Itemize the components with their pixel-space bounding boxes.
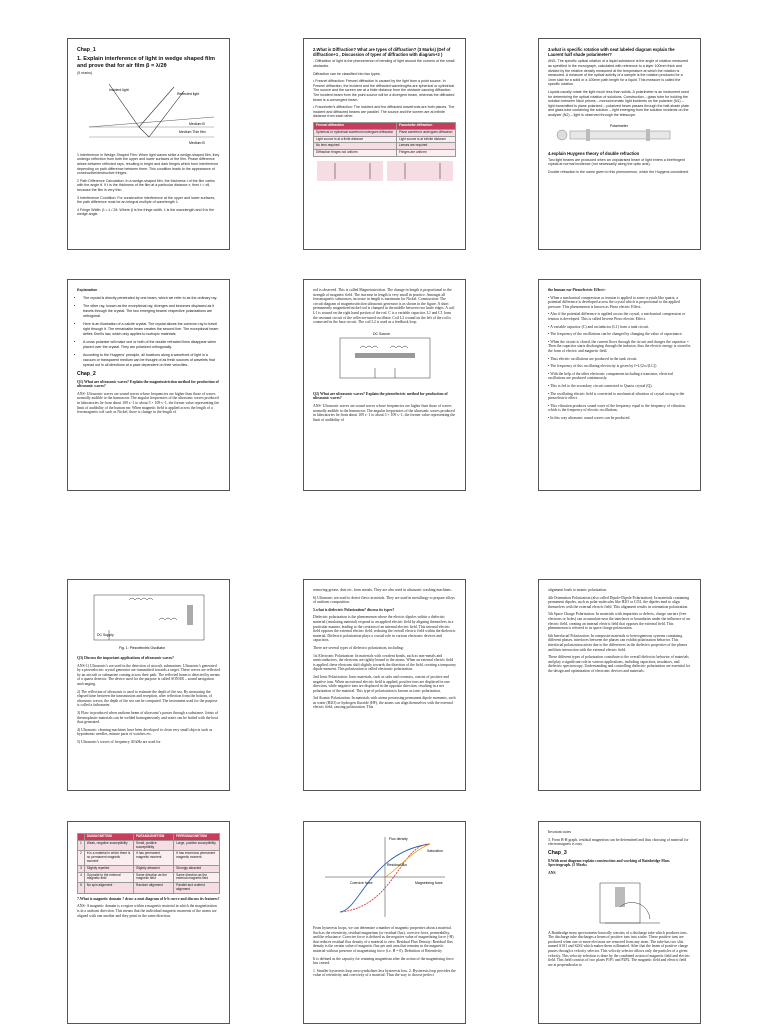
paragraph: 1. Smaller hysteresis loop area symbolizes less hysteresis loss. 2. Hysteresis loop provides the value of retentivity and coercivity of a material. Thus the way to choose perfect (313, 968, 456, 978)
paragraph: • With the help of the other electronic components including a transistor, electrical oscillations are produced continuously. (548, 371, 674, 381)
page-2-question: 2.What is Diffraction? What are types of diffraction? (3 Marks) (Def of diffraction+1 , Discussion of types of diffraction with diagram+2 ) (313, 47, 451, 58)
table-header: Fraunhofer diffraction (396, 122, 455, 129)
dc-source-label: DC Source (372, 331, 390, 336)
polarimeter-diagram (550, 121, 690, 147)
paragraph: ANS- Ultrasonic waves are sound waves whose frequencies are higher than those of waves normally audible to the human ear. The angular frequencies of the ultrasonic waves produced in laboratories lie from about 109 s−1 to about 3 × 109 s−1, the former value representing the limit of audibility of the human ear. When magnetic field is applied across the length of a ferromagnetic rod such as Nickel, there is change in the length of (77, 391, 220, 415)
page-1 (67, 38, 230, 250)
paragraph: Q3) Discuss the important applications of ultrasonic waves? (77, 656, 174, 660)
page-6 (538, 279, 701, 491)
paragraph: ANS-1) Ultrasonic's are used in the detection of aircraft, submarines. Ultrasonic's generated by a piezoelectric crystal generator are transmitted towards a target. These waves are reflected by an aircraft or submarine coming across their path. The reflected beam is detected by means of a quartz detector. The device used for the purpose is called SONAR – sound navigation and ranging. (77, 663, 221, 686)
page-12-question: 8.With neat diagram explain construction and working of Bainbridge Mass Spectrograph. (5 Marks (548, 858, 670, 868)
paragraph: • Also if the potential difference is applied across the crystal, a mechanical compression or tension is developed. This is called Inverse Piezo electric Effect. (548, 312, 686, 321)
table-row: 1 Weak, negative susceptibility Small, positive susceptibility Large, positive susceptibility (78, 840, 220, 851)
page-1-marks: (5 marks) (77, 71, 93, 76)
page-1-heading: Chap_1 (77, 47, 96, 53)
paragraph: 4th Orientation Polarization (also called Dipole-Dipole Polarization): In materials containing permanent dipoles, such as polar molecules like H2O or CO2, the dipoles tend to align themselves with the external electric field. This alignment results in orientation polarization. (548, 595, 690, 609)
table-row: Diffraction fringes not uniform Fringes are uniform (314, 150, 456, 157)
paragraph: 4 Fringe Width: β = λ / 2θ. Where β is the fringe width, λ is the wavelength and θ is the wedge angle. (77, 207, 215, 217)
list-item: • The crystal is directly penetrated by one beam, which we refer to as the ordinary ray. (83, 296, 220, 301)
wedge-film-diagram (79, 79, 219, 149)
paragraph: These different types of polarization contribute to the overall dielectric behavior of materials and play a significant role in various applications, including capacitors, insulators, and dielectric spectroscopy. Understanding and controlling dielectric polarization are essential for the design and optimization of electronic devices and materials. (548, 655, 691, 673)
page-5 (303, 279, 466, 491)
magnetostriction-circuit-diagram (315, 328, 455, 388)
fig-label-reflected: Reflected light (176, 91, 199, 96)
piezoelectric-oscillator-diagram (79, 590, 219, 652)
paragraph: alignment leads to atomic polarization. (548, 588, 608, 592)
paragraph: Invariant states (548, 830, 572, 834)
paragraph: • When a mechanical compression or tension is applied to some crystals like quartz, a potential difference is developed across the crystal which is proportional to the applied pressure. This phenomenon is known as Piezo electric Effect. (548, 295, 680, 309)
bullet-list (77, 296, 220, 368)
table-row: 3 Slightly repelled Slightly attracted Strongly attracted (78, 865, 220, 872)
paragraph: • The frequency of the oscillations can be changed by changing the value of capacitance. (548, 332, 683, 337)
paragraph: • In this way ultrasonic sound waves can be produced. (548, 415, 631, 420)
page-4-heading: Explanation (77, 288, 98, 292)
paragraph: • The oscillating electric field is converted to mechanical vibration of crystal owing to the piezoelectric effect. (548, 391, 685, 401)
table-row: 4 Opposite to the external magnetic field Same direction as the magnetic field Same direction as the external magnetic field (78, 872, 220, 883)
table-row: Light source is at a finite distance Light source is at infinite distance (314, 136, 456, 143)
chapter-heading: Chap_3 (548, 849, 567, 856)
polarimeter-label: Polarimeter (609, 123, 628, 128)
diffraction-diagram (315, 160, 455, 182)
paragraph: removing grease, dust etc. from metals. They are also used in ultrasonic washing machines. (313, 588, 452, 592)
paragraph: It is defined as the capacity for retaining magnetism after the action of the magnetizing force has ceased. (313, 956, 454, 966)
list-item: • The other ray, known as the exceptional ray, diverges and becomes displaced as it travels through the crystal. The two emerging beams' respective polarizations are orthogonal. (83, 304, 220, 319)
fig-label-coercive: Coercive force (349, 881, 373, 885)
mass-spectrograph-diagram (550, 879, 690, 927)
page-2 (303, 38, 466, 250)
fig-label-medium-top: Medium B (188, 121, 205, 126)
paragraph: 1 Interference in Wedge-Shaped Film: When light waves strike a wedge-shaped film, they undergo reflection from both the upper and lower surfaces of the film. Phase difference arises between reflected rays, resulting in bright and dark fringes which form interference depending on path difference between them. This condition leads to the appearance of constructive/destructive fringes. (77, 152, 220, 176)
paragraph: 2) The reflection of ultrasonic is used to estimate the depth of the sea. By measuring the elapsed time between the transmission and reception, after reflection from the bottom, of ultrasonic waves, the depth of the sea can be computed. The instrument used for the purpose is called a fathometer. (77, 689, 218, 708)
paragraph: ANS- A magnetic domain is a region within a magnetic material in which the magnetization is in a uniform direction. This means that the individual magnetic moments of the atoms are aligned with one another and they point in the same direction. (77, 904, 217, 918)
paragraph: 5th Space Charge Polarization: In materials with impurities or defects, charge carriers (free electrons or holes) can accumulate near the interfaces or boundaries under the influence of an electric field, creating an internal electric field that opposes the external field. This phenomenon is referred to as space charge polarization. (548, 612, 690, 631)
paragraph: 5.what is dielectric Polarization? discuss its types? (313, 607, 395, 612)
paragraph: • When the circuit is closed, the current flows through the circuit and charges the capacitor. • Then the capacitor starts discharging through the inductor, thus the electric energy is stored in the form of electric and magnetic field. (548, 339, 691, 353)
paragraph: - Diffraction of light is the phenomenon of bending of light around the corners of the small obstacles. (313, 59, 455, 68)
paragraph: • The frequency of this oscillating electricity is given by f=1/(2π√(LC)) (548, 364, 657, 369)
bh-curve-diagram (315, 832, 455, 922)
paragraph: Diffraction can be classified into two types. (313, 71, 381, 76)
page-3 (538, 38, 701, 250)
paragraph: • This vibration produces sound wave of the frequency equal to the frequency of vibration, which is the frequency of electric oscillations. (548, 403, 686, 413)
page-5-question: Q2) What are ultrasonic waves? Explain the piezoelectric method for production of ultrasonic waves? (313, 391, 448, 401)
paragraph: 4) Ultrasonic cleaning machines have been developed to clean very small objects such as hypodermic needles, minute parts of watches etc. (77, 727, 213, 737)
paragraph: ANS- The specific optical rotation of a liquid substance is the angle of rotation measured as specified in the monograph, calculated with reference to a layer 100mm thick and divided by the relative density measured at the temperature at which the rotation is measured. A measure of the optical activity of a sample is the rotation produced for a 1mm slab for a solid or a 100mm path length for a liquid. This measure is called the specific rotation. (548, 59, 689, 87)
magnetism-comparison-table: DIAMAGNETISM PARAMAGNETISM FERROMAGNETISM 1 Weak, negative susceptibility Small, positive susceptibility Large, positive susceptibility 2 It is a material in which there is no permanent magnetic moment It has permanent magnetic moment It has enormous permanent magnetic moment 3 Slightly repelled Slightly attracted Strongly attracted 4 Opposite to the external magnetic field Same direction as the magnetic field Same direction as the external magnetic field 5 No spin alignment Random alignment Parallel and ordered alignment (77, 833, 220, 894)
paragraph: A Bainbridge mass spectrometer basically consists of a discharge tube which produces ions. The discharge tube discharges a beam of positive ions into a tube. These positive ions are produced when one or more electrons are removed from any atom. The tube has two slits named S1S1 and S2S2 which makes them collimated. After that the beam of positive charge passes through a velocity selector. This velocity selector allows only the particles of a given velocity. This velocity selection is done by the combined action of magnetic field and electric field. This field consists of two plates P1P1 and P2P2. The magnetic field and electric field are at perpendicular to (548, 930, 690, 967)
paragraph: 3) Flaw in produced when uniform beam of ultrasonic's passes through a substance. Joints of thermoplastic materials can be welded homogeneously and water can be boiled with the heat thus generated. (77, 710, 219, 725)
paragraph: 6th Interfacial Polarization: In composite materials or heterogeneous systems containing different phases, interfaces between the phases can exhibit polarization behavior. This interfacial polarization arises due to the differences in the dielectric properties of the phases and their interaction with the external electric field. (548, 633, 688, 652)
paragraph: • This is fed to the secondary circuit connected to Quartz crystal (Q). (548, 383, 653, 388)
table-row: Spherical or cylindrical wavefront undergoes diffraction Plane wavefront undergoes diffraction (314, 129, 456, 136)
fig-label-incident: Incident light (108, 87, 129, 92)
page-3-question-2: 4.explain Huygens theory of double refraction (548, 150, 640, 156)
dc-supply-label: DC Supply (96, 633, 114, 637)
fig-label-saturation: Saturation (426, 849, 443, 853)
paragraph: 2nd Ionic Polarization: Ionic materials, such as salts and ceramics, consist of positive and negative ions. When an external electric field is applied, positive ions are displaced in one direction, while negative ions are displaced in the opposite direction, resulting in a net polarization of the material. This type of polarization is known as ionic polarization. (313, 674, 450, 693)
page-10 (67, 821, 230, 1024)
table-header: Fresnel diffraction (314, 122, 397, 129)
paragraph: • A variable capacitor (C) and an inductor (L1) form a tank circuit. (548, 324, 649, 329)
paragraph: • Fresnel diffraction: Fresnel diffraction is caused by the light from a point source. In Fresnel diffraction, the incident and the diffracted wavelengths are spherical or cylindrical. The source and the screen are at a finite distance from the obstacle causing diffraction. The incident beam from the point source will be a divergent beam, whereas the diffracted beam is a convergent beam. (313, 79, 456, 102)
paragraph: • Thus electric oscillations are produced in the tank circuit. (548, 356, 638, 361)
paragraph: 3. From B-H graph, residual magnetism can be determined and thus choosing of material for electromagnets is easy. (548, 837, 689, 847)
page-4-question: Q1) What are ultrasonic waves? Explain the magnetostriction method for production of ultrasonic waves? (77, 379, 219, 389)
fig-label-h: Magnetizing force (414, 881, 443, 885)
table-row: 5 No spin alignment Random alignment Parallel and ordered alignment (78, 883, 220, 894)
list-item: • A cross polarizer will make one or both of the double refracted lines disappear when placed over the crystal. They are polarized orthogonally. (83, 340, 220, 350)
page-1-question: 1. Explain interference of light in wedge shaped film and prove that for air film β = λ/2θ (77, 56, 216, 69)
page-8 (303, 579, 466, 791)
list-item: • Here is an illustration of a calcite crystal. The crystal allows the common ray to travel right through it. The remarkable beam creates the second line. The exceptional beam defies Snell's law, which only applies to isotropic materials. (83, 322, 220, 337)
fig-caption: Fig. 1: Piezoelectric Oscillator (118, 646, 165, 650)
paragraph: Dielectric polarization is the phenomenon where the electric dipoles within a dielectric material (insulating material) respond to an applied electric field by aligning themselves in a particular manner, leading to the creation of an internal electric field. This internal electric field opposes the external electric field, reducing the overall electric field within the dielectric material. Dielectric polarization plays a crucial role in various electronic devices and capacitors. (313, 615, 456, 643)
paragraph: 5) Ultrasonic's waves of frequency 40 kHz are used for (77, 739, 161, 744)
page-3-question: 3.what is specific rotation with neat labeled diagram explain the Laurent half shade polarimeter? (548, 47, 675, 58)
paragraph: 6) Ultrasonic are used to detect flaws in metals. They are used in metallurgy to prepare alloys of uniform composition. (313, 595, 455, 605)
chapter-heading: Chap_2 (77, 370, 96, 377)
table-row: 2 It is a material in which there is no permanent magnetic moment It has permanent magnetic moment It has enormous permanent magnetic moment (78, 851, 220, 865)
paragraph: There are several types of dielectric polarization, including: (313, 645, 404, 650)
diffraction-comparison-table (313, 122, 456, 157)
paragraph: Liquids usually rotate the light much less than solids. A polarimeter is an instrument used for determining the optical rotation of solutions. Construction – glass tube for holding the solution between Nicol prisms – monochromatic light incidents on the polarizer (N1) – light transmitted is plane polarized – polarized beam passes through the half-shade plate and glass tube containing the solution – light emerging from the solution incidents on the analyzer (N2) – light is observed through the telescope. (548, 89, 690, 117)
paragraph: • Fraunhofer's diffraction: The incident and the diffracted wavefronts are both planes. The incident and diffracted beams are parallel. The source and the screen are at infinite distance from each other. (313, 105, 455, 119)
page-4 (67, 279, 230, 491)
paragraph: 3 Interference Condition: For constructive interference at the upper and lower surfaces, the path difference must be an integral multiple of wavelength λ. (77, 195, 216, 205)
paragraph: From hysteresis loops, we can determine a number of magnetic properties about a material. Such as the retentivity, residual magnetism (or residual flux), coercive force, permeability, and the reluctance. Coercive force is defined as the negative value of magnetizing force (-H) that reduces residual flux density of a material to zero. Residual Flux Density: Residual flux density is the certain value of magnetic flux per unit area that remains in the magnetic material without presence of magnetizing force (i.e. H = 0). Definition of Retentivity (313, 926, 454, 953)
fig-label-thin-film: Medium Thin film (178, 129, 206, 134)
paragraph: ANS- Ultrasonic waves are sound waves whose frequencies are higher than those of waves normally audible to the human ear. The angular frequencies of the ultrasonic waves produced in laboratories lie from about 109 s−1 to about 3 × 109 s−1, the former value representing the limit of audibility of (313, 403, 456, 422)
paragraph: 3rd Atomic Polarization: In materials with atoms possessing permanent dipole moments, such as water (H2O) or hydrogen fluoride (HF), the atoms can align themselves with the external electric field, causing polarization. This (313, 696, 456, 710)
table-row: No lens required Lenses are required (314, 143, 456, 150)
page-9 (538, 579, 701, 791)
paragraph: rod is observed. This is called Magnetostriction. The change in length is proportional to the strength of magnetic field. The increase in length is very small in practice. Amongst all ferromagnetic substances, increase in length is maximum for Nickel. Construction: The circuit diagram of magnetostriction ultrasonic generator is as shown in the figure. A short permanently magnetized nickel rod is clamped in the middle between two knife edges. A coil L1 is wound on the right hand portion of the rod. C is a variable capacitor. L1 and C1 form the resonant circuit of the collector-tuned oscillator. Coil L2 wound on the left of the rod is connected in the base circuit. The coil L2 is used as a feedback loop. (313, 288, 455, 325)
paragraph: Double refraction is the name given to this phenomenon, which the Huygens considered. (548, 169, 690, 174)
list-item: • According to the Huygens' principle, all locations along a wavefront of light in a vacuum or transparent medium can be thought of as fresh sources of wavelets that spread out in all directions at a pace dependent on their velocities. (83, 353, 220, 368)
paragraph: 2 Path Difference Calculation: In a wedge-shaped film, the thickness t of the film varies with the angle θ. If t is the thickness of the film at a particular distance x, then t = xθ, because the film is very thin. (77, 178, 215, 192)
fig-label-b: Flux density (388, 837, 408, 841)
page-11 (303, 821, 466, 1024)
ans-label: ANS (548, 870, 556, 875)
paragraph: 1st Electronic Polarization: In materials with covalent bonds, such as non-metals and semiconductors, the electrons are tightly bound to the atoms. When an external electric field is applied, these electrons shift slightly towards the direction of the field, creating a temporary dipole moment. This polarization is called electronic polarization. (313, 653, 456, 672)
page-12 (538, 821, 701, 1024)
page-7 (67, 579, 230, 791)
fig-label-residual: Residual flux (386, 863, 407, 867)
paragraph: 7.What is magnetic domain ? draw a neat diagram of b-h curve and discuss its features? (77, 896, 220, 901)
paragraph: the human ear Piezoelectric Effect:- (548, 288, 607, 292)
fig-label-medium-bottom: Medium B (188, 140, 205, 145)
paragraph: Two light beams are produced when an unpolarised beam of light enters a birefringent crystal at normal incidence (not necessarily along the optic axis). (548, 157, 685, 167)
